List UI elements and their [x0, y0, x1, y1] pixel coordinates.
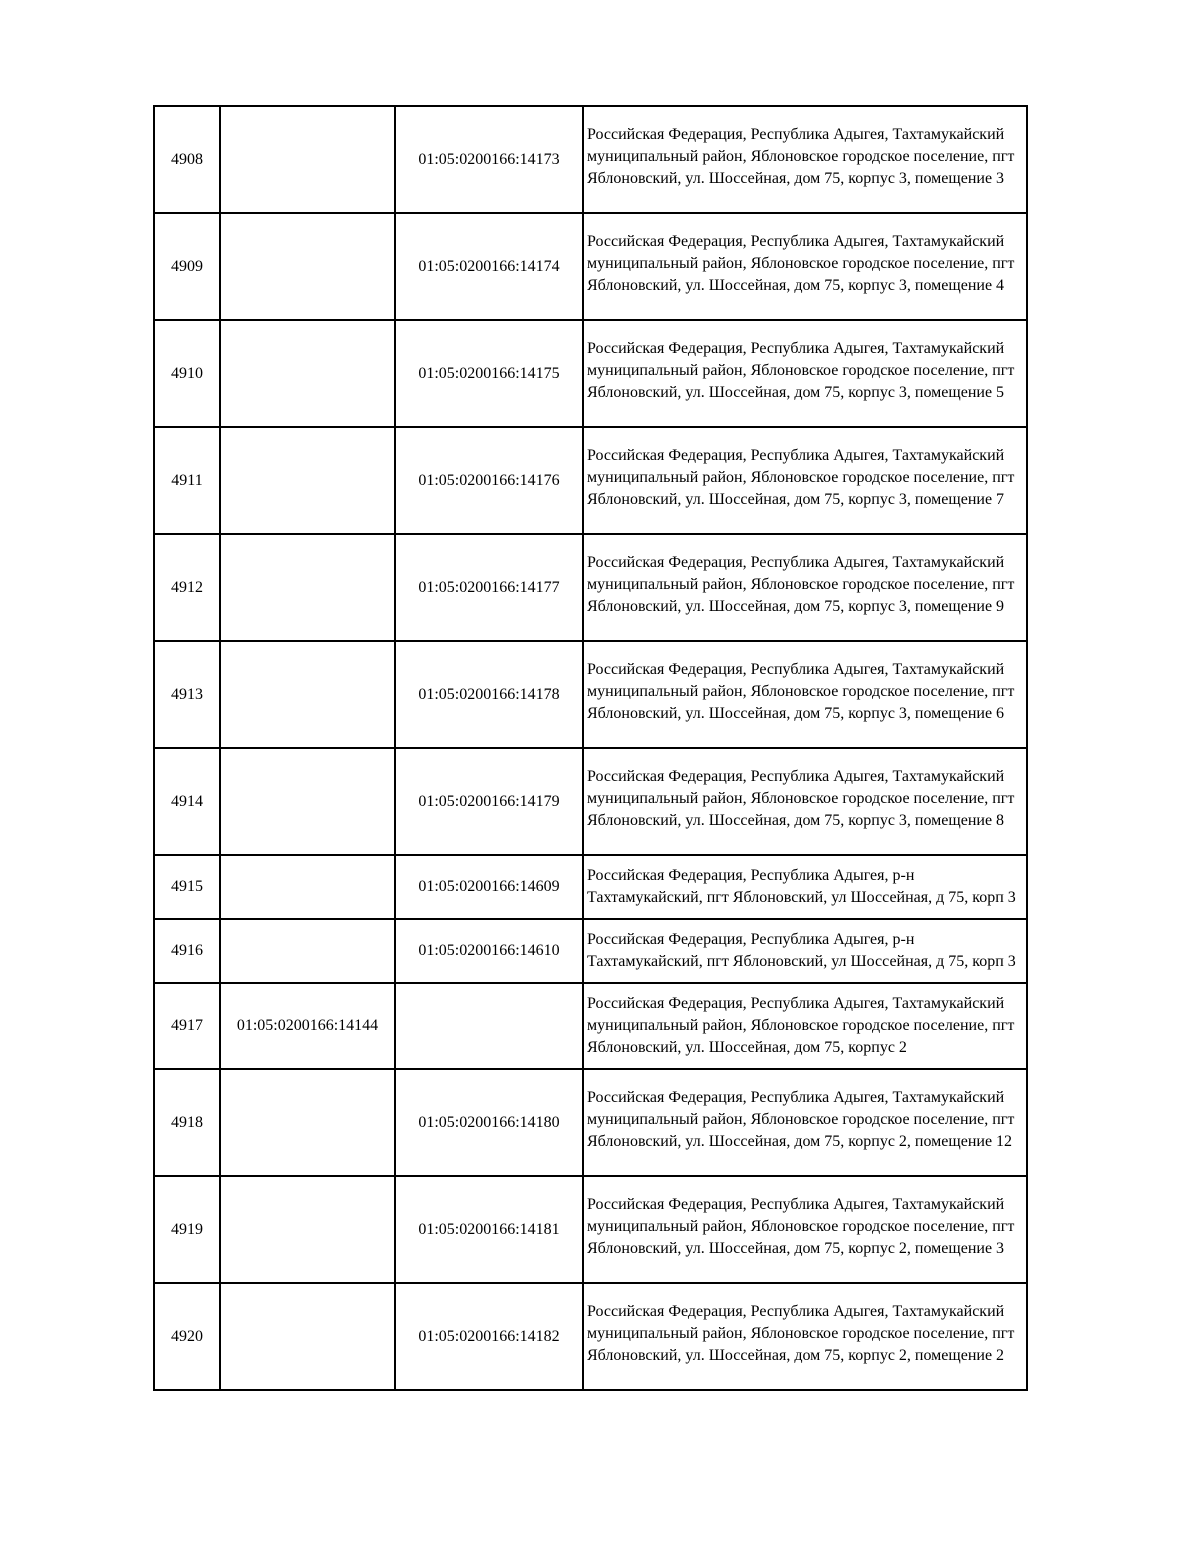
address-text: Российская Федерация, Республика Адыгея, Тахтамукайский муниципальный район, Яблоновское городское поселение, пгт Яблоновский, ул. Шоссейная, дом 75, корпус 3, помещение 4: [587, 232, 1015, 294]
parent-cadastral-number: [220, 320, 395, 427]
address-cell: [583, 1069, 1027, 1176]
row-number: 4914: [154, 748, 220, 855]
table-row: [154, 919, 1027, 983]
parent-cadastral-number: 01:05:0200166:14144: [220, 983, 395, 1069]
cadastral-number: [395, 983, 583, 1069]
address-text: Российская Федерация, Республика Адыгея, Тахтамукайский муниципальный район, Яблоновское городское поселение, пгт Яблоновский, ул. Шоссейная, дом 75, корпус 2, помещение 2: [587, 1302, 1015, 1364]
parent-cadastral-number: [220, 919, 395, 983]
row-number: 4912: [154, 534, 220, 641]
table-row: [154, 427, 1027, 534]
table-row: [154, 1283, 1027, 1390]
address-cell: [583, 748, 1027, 855]
address-text: Российская Федерация, Республика Адыгея, Тахтамукайский муниципальный район, Яблоновское городское поселение, пгт Яблоновский, ул. Шоссейная, дом 75, корпус 2, помещение 3: [587, 1195, 1015, 1257]
table-row: [154, 983, 1027, 1069]
row-number: 4916: [154, 919, 220, 983]
address-text: Российская Федерация, Республика Адыгея, Тахтамукайский муниципальный район, Яблоновское городское поселение, пгт Яблоновский, ул. Шоссейная, дом 75, корпус 2: [587, 995, 1015, 1056]
address-text: Российская Федерация, Республика Адыгея, Тахтамукайский муниципальный район, Яблоновское городское поселение, пгт Яблоновский, ул. Шоссейная, дом 75, корпус 3, помещение 8: [587, 767, 1015, 829]
parent-cadastral-number: [220, 1283, 395, 1390]
parent-cadastral-number: [220, 641, 395, 748]
address-cell: [583, 983, 1027, 1069]
parent-cadastral-number: [220, 748, 395, 855]
cadastral-number: 01:05:0200166:14174: [395, 213, 583, 320]
parent-cadastral-number: [220, 855, 395, 919]
address-text: Российская Федерация, Республика Адыгея, Тахтамукайский муниципальный район, Яблоновское городское поселение, пгт Яблоновский, ул. Шоссейная, дом 75, корпус 3, помещение 6: [587, 660, 1015, 722]
table-row: [154, 320, 1027, 427]
address-text: Российская Федерация, Республика Адыгея, Тахтамукайский муниципальный район, Яблоновское городское поселение, пгт Яблоновский, ул. Шоссейная, дом 75, корпус 3, помещение 7: [587, 446, 1015, 508]
row-number: 4915: [154, 855, 220, 919]
cadastral-number: 01:05:0200166:14173: [395, 106, 583, 213]
address-text: Российская Федерация, Республика Адыгея, Тахтамукайский муниципальный район, Яблоновское городское поселение, пгт Яблоновский, ул. Шоссейная, дом 75, корпус 3, помещение 3: [587, 125, 1015, 187]
row-number: 4913: [154, 641, 220, 748]
cadastral-number: 01:05:0200166:14178: [395, 641, 583, 748]
parent-cadastral-number: [220, 213, 395, 320]
table-row: [154, 1176, 1027, 1283]
address-text: Российская Федерация, Республика Адыгея, Тахтамукайский муниципальный район, Яблоновское городское поселение, пгт Яблоновский, ул. Шоссейная, дом 75, корпус 3, помещение 9: [587, 553, 1015, 615]
parent-cadastral-number: [220, 106, 395, 213]
row-number: 4918: [154, 1069, 220, 1176]
row-number: 4910: [154, 320, 220, 427]
table-row: [154, 106, 1027, 213]
row-number: 4917: [154, 983, 220, 1069]
address-text: Российская Федерация, Республика Адыгея, р-н Тахтамукайский, пгт Яблоновский, ул Шоссейная, д 75, корп 3: [587, 931, 1016, 970]
address-text: Российская Федерация, Республика Адыгея, Тахтамукайский муниципальный район, Яблоновское городское поселение, пгт Яблоновский, ул. Шоссейная, дом 75, корпус 3, помещение 5: [587, 339, 1015, 401]
cadastral-number: 01:05:0200166:14610: [395, 919, 583, 983]
address-cell: [583, 1176, 1027, 1283]
cadastral-number: 01:05:0200166:14177: [395, 534, 583, 641]
table-row: [154, 641, 1027, 748]
row-number: 4920: [154, 1283, 220, 1390]
table-row: [154, 748, 1027, 855]
cadastral-number: 01:05:0200166:14609: [395, 855, 583, 919]
table-row: [154, 855, 1027, 919]
row-number: 4911: [154, 427, 220, 534]
address-cell: [583, 855, 1027, 919]
row-number: 4919: [154, 1176, 220, 1283]
address-cell: [583, 213, 1027, 320]
cadastral-number: 01:05:0200166:14182: [395, 1283, 583, 1390]
address-cell: [583, 320, 1027, 427]
cadastral-number: 01:05:0200166:14179: [395, 748, 583, 855]
table-row: [154, 213, 1027, 320]
address-cell: [583, 1283, 1027, 1390]
table-row: [154, 1069, 1027, 1176]
address-cell: [583, 427, 1027, 534]
parent-cadastral-number: [220, 1176, 395, 1283]
address-cell: [583, 919, 1027, 983]
address-cell: [583, 641, 1027, 748]
parent-cadastral-number: [220, 427, 395, 534]
cadastral-number: 01:05:0200166:14181: [395, 1176, 583, 1283]
row-number: 4909: [154, 213, 220, 320]
cadastral-number: 01:05:0200166:14175: [395, 320, 583, 427]
cadastral-number: 01:05:0200166:14176: [395, 427, 583, 534]
parent-cadastral-number: [220, 1069, 395, 1176]
parent-cadastral-number: [220, 534, 395, 641]
table-row: [154, 534, 1027, 641]
table-body: [154, 106, 1027, 1390]
address-text: Российская Федерация, Республика Адыгея, р-н Тахтамукайский, пгт Яблоновский, ул Шоссейная, д 75, корп 3: [587, 867, 1016, 906]
address-cell: [583, 106, 1027, 213]
address-cell: [583, 534, 1027, 641]
row-number: 4908: [154, 106, 220, 213]
cadastral-number: 01:05:0200166:14180: [395, 1069, 583, 1176]
property-registry-table: [153, 105, 1028, 1391]
address-text: Российская Федерация, Республика Адыгея, Тахтамукайский муниципальный район, Яблоновское городское поселение, пгт Яблоновский, ул. Шоссейная, дом 75, корпус 2, помещение 12: [587, 1088, 1015, 1150]
